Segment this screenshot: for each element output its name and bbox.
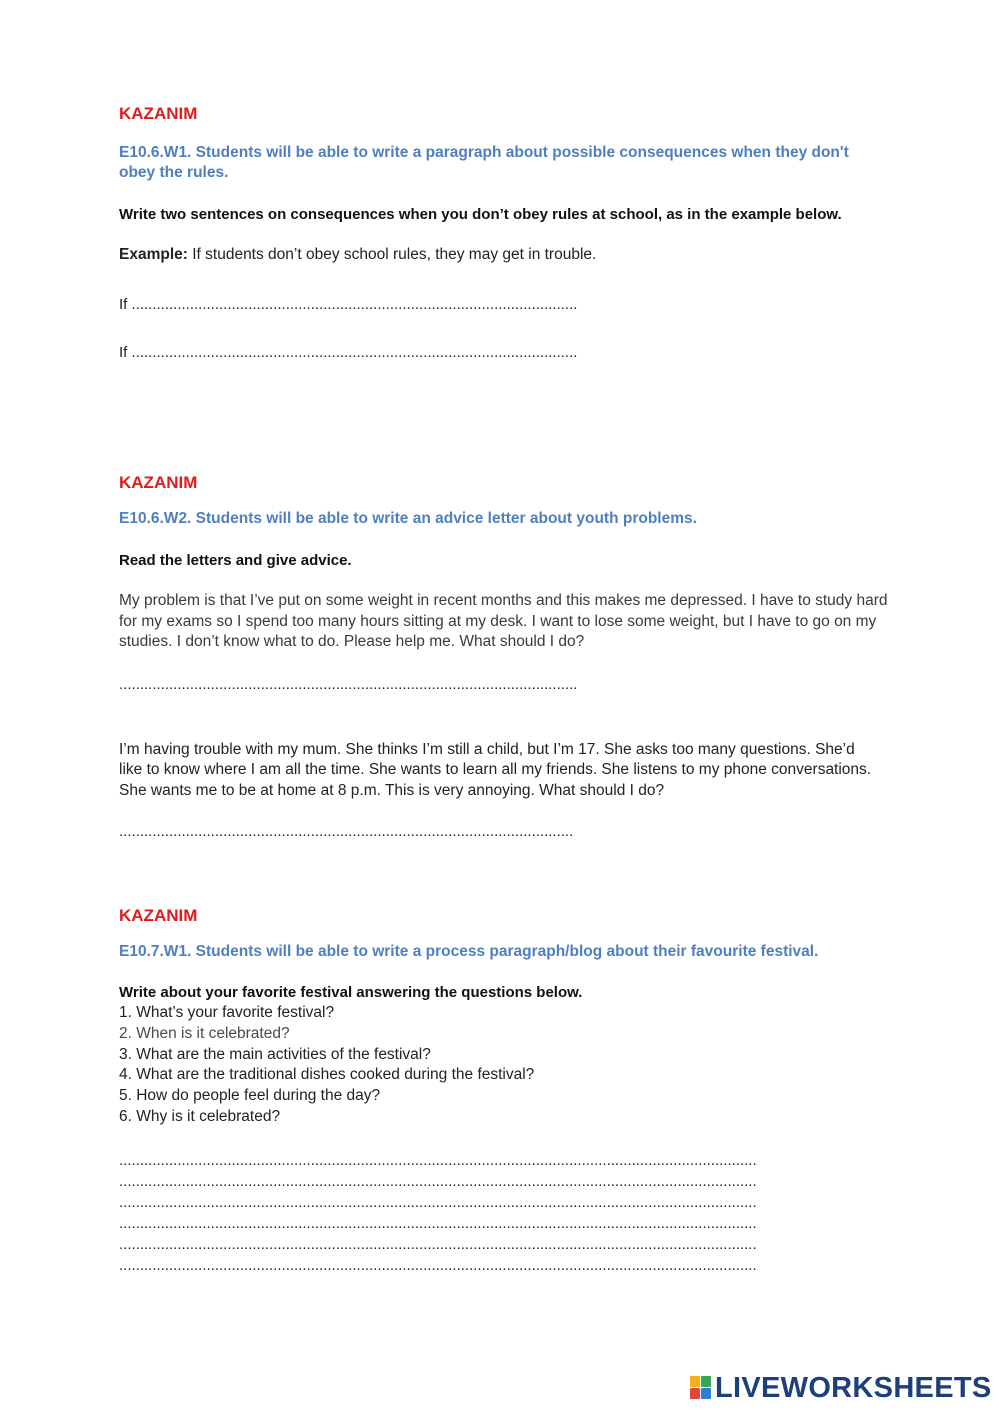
writing-area [119, 1150, 889, 1276]
liveworksheets-logo-icon [690, 1376, 712, 1400]
task-instruction: Write two sentences on consequences when you don’t obey rules at school, as in the example below. [119, 206, 842, 223]
logo-text: LIVEWORKSHEETS [715, 1371, 992, 1404]
writing-line[interactable]: ......................................................................................................................................................... [119, 1235, 757, 1253]
section-heading: KAZANIM [119, 104, 198, 123]
writing-line[interactable]: ......................................................................................................................................................... [119, 1256, 757, 1274]
answer-line[interactable]: If ........................................................................................................... [119, 295, 578, 313]
task-instruction: Write about your favorite festival answering the questions below. [119, 984, 583, 1001]
question-item: 1. What’s your favorite festival? [119, 1004, 335, 1021]
task-instruction: Read the letters and give advice. [119, 552, 352, 569]
problem-letter: I’m having trouble with my mum. She thinks I’m still a child, but I’m 17. She asks too many questions. She’d like to know where I am all the time. She wants to learn all my friends. She listens to my phone conversations. She wants me to be at home at 8 p.m. This is very annoying. What should I do? [119, 740, 872, 799]
writing-line[interactable]: ......................................................................................................................................................... [119, 1193, 757, 1211]
question-item: 4. What are the traditional dishes cooked during the festival? [119, 1066, 535, 1084]
learning-objective: E10.7.W1. Students will be able to write a process paragraph/blog about their favourite festival. [119, 943, 819, 960]
example-label: Example: [119, 246, 188, 263]
learning-objective: E10.6.W2. Students will be able to write an advice letter about youth problems. [119, 510, 697, 527]
question-item: 3. What are the main activities of the festival? [119, 1045, 431, 1063]
question-item: 2. When is it celebrated? [119, 1024, 290, 1042]
answer-line[interactable]: .............................................................................................................. [119, 675, 578, 693]
answer-line[interactable]: ............................................................................................................. [119, 823, 574, 840]
question-item: 5. How do people feel during the day? [119, 1087, 381, 1105]
section-advice-letter [119, 473, 889, 842]
question-item: 6. Why is it celebrated? [119, 1107, 281, 1125]
problem-letter: My problem is that I’ve put on some weight in recent months and this makes me depressed. I have to study hard for my exams so I spend too many hours sitting at my desk. I want to lose some weight, but I have to go on my studies. I don’t know what to do. Please help me. What should I do? [119, 592, 888, 650]
section-consequences [119, 104, 889, 363]
writing-line[interactable]: ......................................................................................................................................................... [119, 1172, 757, 1190]
question-list [119, 1003, 889, 1128]
example-sentence [119, 245, 889, 266]
writing-line[interactable]: ......................................................................................................................................................... [119, 1214, 757, 1232]
liveworksheets-logo[interactable] [690, 1373, 992, 1403]
section-heading: KAZANIM [119, 906, 198, 925]
section-festival [119, 906, 889, 1276]
answer-line[interactable]: If ........................................................................................................... [119, 343, 578, 361]
writing-line[interactable]: ......................................................................................................................................................... [119, 1151, 757, 1169]
example-text: If students don’t obey school rules, they may get in trouble. [187, 246, 597, 263]
learning-objective: E10.6.W1. Students will be able to write a paragraph about possible consequences when they don't obey the rules. [119, 144, 849, 181]
section-heading: KAZANIM [119, 473, 198, 492]
